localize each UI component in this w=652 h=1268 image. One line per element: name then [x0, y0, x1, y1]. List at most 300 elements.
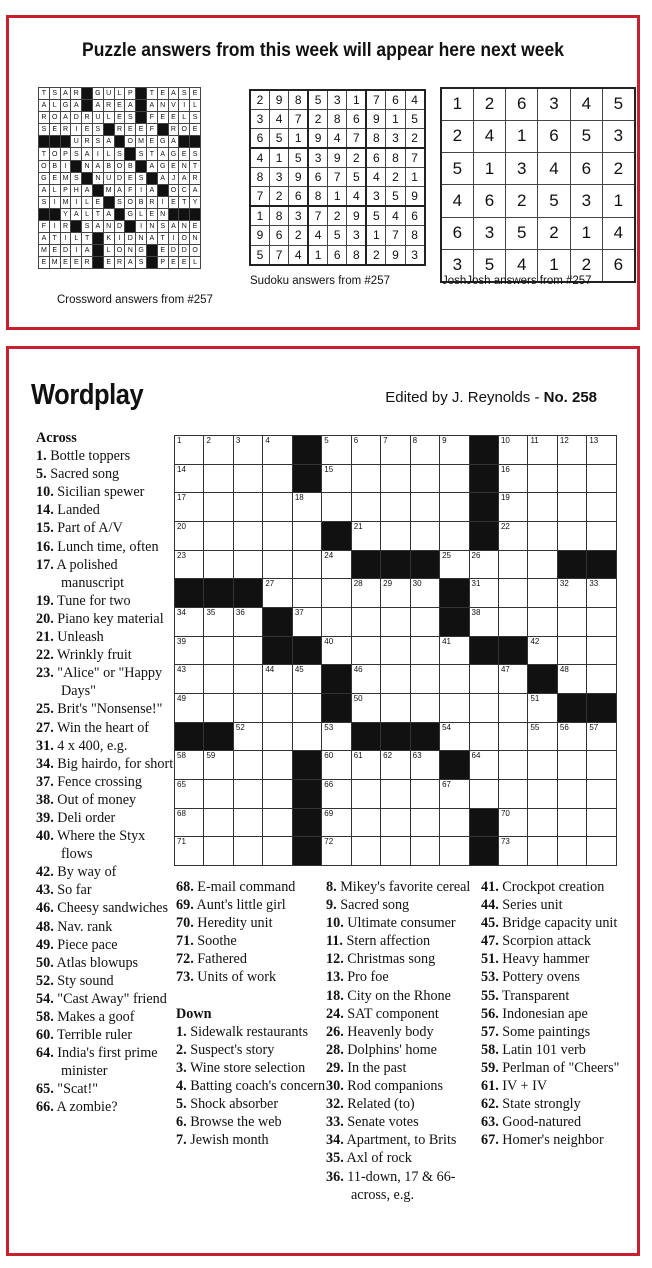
puzzle-cell[interactable] [381, 493, 410, 522]
puzzle-cell[interactable] [322, 722, 351, 751]
puzzle-cell[interactable] [528, 550, 557, 579]
puzzle-cell[interactable] [440, 636, 469, 665]
puzzle-cell[interactable] [322, 636, 351, 665]
black-square [440, 608, 469, 637]
puzzle-cell[interactable] [204, 608, 233, 637]
answer-cell: R [168, 124, 179, 136]
clue-number: 34. [36, 755, 54, 772]
answer-cell: N [136, 233, 147, 245]
puzzle-cell[interactable] [528, 808, 557, 837]
clue-number: 5. [36, 466, 47, 483]
puzzle-cell[interactable] [322, 608, 351, 637]
answer-cell: I [60, 233, 71, 245]
clue-item [326, 1168, 484, 1204]
puzzle-cell[interactable] [263, 751, 292, 780]
puzzle-cell[interactable] [175, 665, 204, 694]
puzzle-cell[interactable] [528, 579, 557, 608]
puzzle-cell[interactable] [351, 636, 380, 665]
puzzle-cell[interactable] [292, 550, 321, 579]
puzzle-cell[interactable] [557, 665, 586, 694]
puzzle-cell[interactable] [263, 722, 292, 751]
sudoku-cell: 7 [405, 148, 424, 167]
puzzle-cell[interactable] [498, 522, 527, 551]
answer-cell: B [103, 160, 114, 172]
puzzle-cell[interactable] [587, 837, 616, 866]
puzzle-cell[interactable] [557, 522, 586, 551]
clue-text: SAT component [347, 1005, 439, 1022]
puzzle-cell[interactable] [175, 436, 204, 465]
answer-cell: I [114, 233, 125, 245]
clue-number: 5 [324, 436, 329, 445]
answers-title: Puzzle answers from this week will appear here next week [82, 40, 564, 61]
puzzle-cell[interactable] [204, 837, 233, 866]
puzzle-cell[interactable] [233, 464, 262, 493]
puzzle-cell[interactable] [263, 522, 292, 551]
black-square [263, 636, 292, 665]
clue-item [176, 1095, 326, 1113]
clue-number: 49 [177, 694, 186, 704]
answer-cell: G [136, 245, 147, 257]
puzzle-cell[interactable] [440, 464, 469, 493]
puzzle-cell[interactable] [440, 694, 469, 723]
puzzle-cell[interactable] [528, 837, 557, 866]
puzzle-cell[interactable] [233, 837, 262, 866]
puzzle-cell[interactable] [498, 665, 527, 694]
answer-cell: I [71, 245, 82, 257]
puzzle-cell[interactable] [351, 780, 380, 809]
sudoku-cell: 2 [289, 226, 308, 245]
puzzle-cell[interactable] [498, 579, 527, 608]
clue-number: 65. [36, 1081, 54, 1098]
answer-cell: E [179, 257, 190, 269]
answers-panel [6, 15, 640, 330]
clue-number: 43. [36, 882, 54, 899]
puzzle-cell[interactable] [440, 550, 469, 579]
clue-text: Makes a goof [57, 1009, 135, 1025]
puzzle-cell[interactable] [557, 436, 586, 465]
clue-number: 19. [36, 592, 54, 609]
sudoku-cell: 9 [405, 187, 424, 206]
puzzle-cell[interactable] [587, 493, 616, 522]
puzzle-cell[interactable] [528, 522, 557, 551]
puzzle-cell[interactable] [498, 493, 527, 522]
clue-number: 21. [36, 629, 54, 646]
joshjosh-cell: 2 [473, 88, 505, 120]
puzzle-cell[interactable] [410, 436, 439, 465]
puzzle-cell[interactable] [233, 636, 262, 665]
puzzle-cell[interactable] [410, 751, 439, 780]
puzzle-cell[interactable] [233, 436, 262, 465]
clue-number: 71 [177, 837, 186, 847]
puzzle-cell[interactable] [175, 550, 204, 579]
puzzle-cell[interactable] [204, 550, 233, 579]
puzzle-cell[interactable] [410, 464, 439, 493]
puzzle-cell[interactable] [292, 522, 321, 551]
sudoku-cell: 2 [308, 109, 327, 128]
puzzle-cell[interactable] [557, 636, 586, 665]
puzzle-cell[interactable] [292, 665, 321, 694]
puzzle-cell[interactable] [381, 579, 410, 608]
puzzle-cell[interactable] [528, 464, 557, 493]
puzzle-cell[interactable] [587, 522, 616, 551]
puzzle-cell[interactable] [204, 694, 233, 723]
puzzle-cell[interactable] [204, 751, 233, 780]
puzzle-cell[interactable] [557, 493, 586, 522]
puzzle-cell[interactable] [440, 808, 469, 837]
clue-number: 46. [36, 900, 54, 917]
clue-number: 38 [471, 608, 481, 618]
puzzle-cell[interactable] [292, 608, 321, 637]
sudoku-row [250, 168, 425, 187]
clue-item [481, 950, 639, 968]
puzzle-cell[interactable] [175, 522, 204, 551]
puzzle-cell[interactable] [587, 780, 616, 809]
puzzle-cell[interactable] [233, 780, 262, 809]
answer-cell: Y [60, 208, 71, 220]
sudoku-cell: 8 [328, 109, 347, 128]
clue-item [326, 914, 484, 932]
answer-cell: E [136, 124, 147, 136]
clue-text: Transparent [502, 987, 570, 1004]
puzzle-cell[interactable] [322, 808, 351, 837]
puzzle-cell[interactable] [322, 436, 351, 465]
puzzle-cell[interactable] [498, 694, 527, 723]
puzzle-cell[interactable] [469, 694, 498, 723]
answer-cell: A [157, 172, 168, 184]
sudoku-cell: 2 [347, 148, 366, 167]
puzzle-cell[interactable] [351, 522, 380, 551]
puzzle-cell[interactable] [233, 751, 262, 780]
puzzle-cell[interactable] [440, 780, 469, 809]
puzzle-cell[interactable] [263, 550, 292, 579]
puzzle-cell[interactable] [351, 694, 380, 723]
puzzle-cell[interactable] [528, 722, 557, 751]
puzzle-cell[interactable] [381, 636, 410, 665]
clue-item [36, 447, 176, 465]
puzzle-cell[interactable] [322, 493, 351, 522]
puzzle-cell[interactable] [322, 780, 351, 809]
clue-number: 20. [36, 610, 54, 627]
answer-cell: V [168, 100, 179, 112]
puzzle-cell[interactable] [440, 493, 469, 522]
clue-number: 9. [326, 897, 337, 914]
puzzle-cell[interactable] [528, 636, 557, 665]
puzzle-cell[interactable] [587, 436, 616, 465]
puzzle-cell[interactable] [381, 608, 410, 637]
answer-cell: I [157, 196, 168, 208]
puzzle-cell[interactable] [292, 722, 321, 751]
puzzle-cell[interactable] [322, 837, 351, 866]
puzzle-cell[interactable] [410, 780, 439, 809]
puzzle-cell[interactable] [557, 722, 586, 751]
sudoku-row [250, 148, 425, 167]
puzzle-cell[interactable] [381, 436, 410, 465]
joshjosh-row [441, 217, 635, 249]
answer-cell: E [168, 196, 179, 208]
puzzle-cell[interactable] [204, 464, 233, 493]
puzzle-cell[interactable] [351, 464, 380, 493]
clue-item [326, 1005, 484, 1023]
puzzle-cell[interactable] [410, 522, 439, 551]
puzzle-cell[interactable] [351, 493, 380, 522]
clue-text: Part of A/V [57, 520, 123, 537]
puzzle-cell[interactable] [175, 464, 204, 493]
puzzle-cell[interactable] [528, 493, 557, 522]
black-square [71, 221, 82, 233]
puzzle-cell[interactable] [587, 722, 616, 751]
puzzle-cell[interactable] [469, 780, 498, 809]
puzzle-cell[interactable] [528, 694, 557, 723]
clue-text: Out of money [57, 791, 137, 808]
puzzle-cell[interactable] [528, 780, 557, 809]
puzzle-cell[interactable] [351, 751, 380, 780]
puzzle-cell[interactable] [322, 579, 351, 608]
clue-text: Atlas blowups [56, 954, 139, 971]
answer-cell: I [179, 100, 190, 112]
puzzle-cell[interactable] [233, 608, 262, 637]
clue-item [326, 878, 484, 896]
puzzle-cell[interactable] [557, 464, 586, 493]
puzzle-cell[interactable] [322, 550, 351, 579]
puzzle-cell[interactable] [263, 579, 292, 608]
puzzle-cell[interactable] [263, 665, 292, 694]
answer-cell: A [168, 221, 179, 233]
clue-item [36, 1044, 176, 1080]
puzzle-cell[interactable] [263, 837, 292, 866]
puzzle-cell[interactable] [381, 464, 410, 493]
puzzle-cell[interactable] [498, 837, 527, 866]
sudoku-answer-grid [249, 89, 426, 266]
puzzle-cell[interactable] [233, 665, 262, 694]
puzzle-cell[interactable] [263, 808, 292, 837]
puzzle-cell[interactable] [263, 436, 292, 465]
puzzle-cell[interactable] [469, 579, 498, 608]
puzzle-cell[interactable] [587, 608, 616, 637]
puzzle-cell[interactable] [351, 808, 380, 837]
puzzle-row [175, 837, 617, 866]
joshjosh-row [441, 120, 635, 152]
wordplay-panel [6, 346, 640, 1256]
puzzle-cell[interactable] [498, 751, 527, 780]
puzzle-cell[interactable] [263, 694, 292, 723]
puzzle-cell[interactable] [498, 722, 527, 751]
puzzle-cell[interactable] [587, 751, 616, 780]
puzzle-cell[interactable] [204, 808, 233, 837]
puzzle-cell[interactable] [498, 608, 527, 637]
clue-number: 33 [589, 579, 599, 589]
puzzle-cell[interactable] [351, 436, 380, 465]
clue-text: Wine store selection [189, 1059, 306, 1076]
answer-cell: I [92, 148, 103, 160]
puzzle-cell[interactable] [440, 837, 469, 866]
answer-cell: T [39, 148, 50, 160]
sudoku-cell: 7 [269, 245, 288, 264]
puzzle-cell[interactable] [351, 665, 380, 694]
puzzle-cell[interactable] [233, 694, 262, 723]
answer-cell: B [49, 160, 60, 172]
black-square [557, 694, 586, 723]
puzzle-cell[interactable] [587, 464, 616, 493]
puzzle-cell[interactable] [587, 579, 616, 608]
puzzle-cell[interactable] [292, 694, 321, 723]
puzzle-cell[interactable] [175, 780, 204, 809]
clue-number: 24. [326, 1005, 344, 1022]
puzzle-cell[interactable] [557, 751, 586, 780]
clue-text: Fence crossing [57, 773, 142, 790]
puzzle-cell[interactable] [351, 579, 380, 608]
puzzle-cell[interactable] [469, 550, 498, 579]
answer-cell: R [103, 100, 114, 112]
puzzle-cell[interactable] [557, 579, 586, 608]
clue-number: 31. [36, 737, 54, 754]
answer-row [39, 112, 201, 124]
puzzle-cell[interactable] [175, 808, 204, 837]
puzzle-cell[interactable] [410, 636, 439, 665]
puzzle-cell[interactable] [587, 636, 616, 665]
puzzle-cell[interactable] [233, 493, 262, 522]
puzzle-cell[interactable] [557, 780, 586, 809]
clue-number: 50 [353, 694, 363, 704]
clue-text: Browse the web [190, 1114, 282, 1131]
clue-number: 6. [176, 1114, 187, 1131]
sudoku-cell: 2 [405, 129, 424, 148]
puzzle-cell[interactable] [381, 694, 410, 723]
clue-text: Tune for two [57, 592, 131, 609]
spacer [176, 987, 326, 1005]
puzzle-cell[interactable] [440, 665, 469, 694]
puzzle-cell[interactable] [381, 808, 410, 837]
puzzle-cell[interactable] [469, 722, 498, 751]
puzzle-cell[interactable] [440, 722, 469, 751]
black-square [157, 124, 168, 136]
sudoku-cell: 9 [250, 226, 269, 245]
puzzle-cell[interactable] [410, 608, 439, 637]
puzzle-cell[interactable] [204, 522, 233, 551]
puzzle-cell[interactable] [204, 780, 233, 809]
clue-number: 44 [265, 665, 275, 675]
puzzle-cell[interactable] [410, 837, 439, 866]
clue-item [36, 990, 176, 1008]
puzzle-cell[interactable] [381, 837, 410, 866]
answer-cell: A [190, 184, 201, 196]
sudoku-cell: 5 [289, 148, 308, 167]
puzzle-cell[interactable] [381, 780, 410, 809]
puzzle-cell[interactable] [204, 493, 233, 522]
puzzle-cell[interactable] [469, 665, 498, 694]
answer-cell: L [190, 257, 201, 269]
puzzle-cell[interactable] [498, 436, 527, 465]
answer-cell: I [136, 184, 147, 196]
puzzle-cell[interactable] [528, 608, 557, 637]
clue-number: 32. [326, 1096, 344, 1113]
sudoku-cell: 6 [347, 109, 366, 128]
puzzle-cell[interactable] [587, 665, 616, 694]
puzzle-cell[interactable] [351, 608, 380, 637]
sudoku-row [250, 129, 425, 148]
puzzle-cell[interactable] [381, 522, 410, 551]
puzzle-cell[interactable] [440, 436, 469, 465]
puzzle-cell[interactable] [410, 694, 439, 723]
puzzle-cell[interactable] [557, 608, 586, 637]
clue-text: "Scat!" [57, 1081, 99, 1098]
puzzle-cell[interactable] [233, 722, 262, 751]
puzzle-cell[interactable] [381, 751, 410, 780]
puzzle-cell[interactable] [175, 694, 204, 723]
clue-number: 19 [500, 493, 510, 503]
black-square [82, 172, 93, 184]
puzzle-cell[interactable] [469, 751, 498, 780]
puzzle-cell[interactable] [410, 808, 439, 837]
clue-text: Lunch time, often [57, 538, 159, 555]
puzzle-cell[interactable] [410, 579, 439, 608]
puzzle-cell[interactable] [233, 550, 262, 579]
clue-number: 25 [442, 550, 451, 560]
puzzle-cell[interactable] [175, 636, 204, 665]
sudoku-cell: 7 [328, 168, 347, 187]
puzzle-cell[interactable] [381, 665, 410, 694]
puzzle-cell[interactable] [498, 808, 527, 837]
puzzle-cell[interactable] [175, 751, 204, 780]
puzzle-cell[interactable] [175, 837, 204, 866]
answer-cell: S [125, 112, 136, 124]
puzzle-cell[interactable] [440, 522, 469, 551]
puzzle-cell[interactable] [322, 751, 351, 780]
answer-cell: G [39, 172, 50, 184]
puzzle-cell[interactable] [263, 780, 292, 809]
clue-number: 71. [176, 933, 194, 950]
puzzle-cell[interactable] [292, 493, 321, 522]
clue-text: Sidewalk restaurants [190, 1023, 308, 1040]
puzzle-cell[interactable] [498, 550, 527, 579]
answer-cell: U [103, 172, 114, 184]
editor-line [385, 389, 597, 406]
puzzle-cell[interactable] [175, 608, 204, 637]
puzzle-cell[interactable] [410, 493, 439, 522]
clue-number: 72 [324, 837, 334, 847]
puzzle-cell[interactable] [175, 493, 204, 522]
puzzle-cell[interactable] [233, 522, 262, 551]
black-square [233, 579, 262, 608]
puzzle-cell[interactable] [233, 808, 262, 837]
puzzle-cell[interactable] [263, 493, 292, 522]
puzzle-cell[interactable] [263, 464, 292, 493]
answer-cell: A [114, 184, 125, 196]
puzzle-cell[interactable] [557, 837, 586, 866]
puzzle-cell[interactable] [528, 436, 557, 465]
black-square [292, 436, 321, 465]
puzzle-cell[interactable] [498, 464, 527, 493]
puzzle-cell[interactable] [292, 579, 321, 608]
answer-cell: U [92, 112, 103, 124]
clue-number: 13. [326, 969, 344, 986]
puzzle-cell[interactable] [204, 636, 233, 665]
clue-number: 55 [530, 722, 540, 732]
puzzle-cell[interactable] [587, 808, 616, 837]
joshjosh-cell: 3 [441, 249, 473, 281]
puzzle-cell[interactable] [204, 436, 233, 465]
puzzle-cell[interactable] [410, 665, 439, 694]
answer-cell: S [136, 172, 147, 184]
puzzle-cell[interactable] [498, 780, 527, 809]
puzzle-cell[interactable] [351, 837, 380, 866]
puzzle-cell[interactable] [528, 751, 557, 780]
puzzle-cell[interactable] [469, 608, 498, 637]
sudoku-cell: 3 [328, 90, 347, 109]
puzzle-cell[interactable] [204, 665, 233, 694]
clue-number: 35. [326, 1150, 344, 1167]
puzzle-cell[interactable] [557, 808, 586, 837]
puzzle-cell[interactable] [322, 464, 351, 493]
